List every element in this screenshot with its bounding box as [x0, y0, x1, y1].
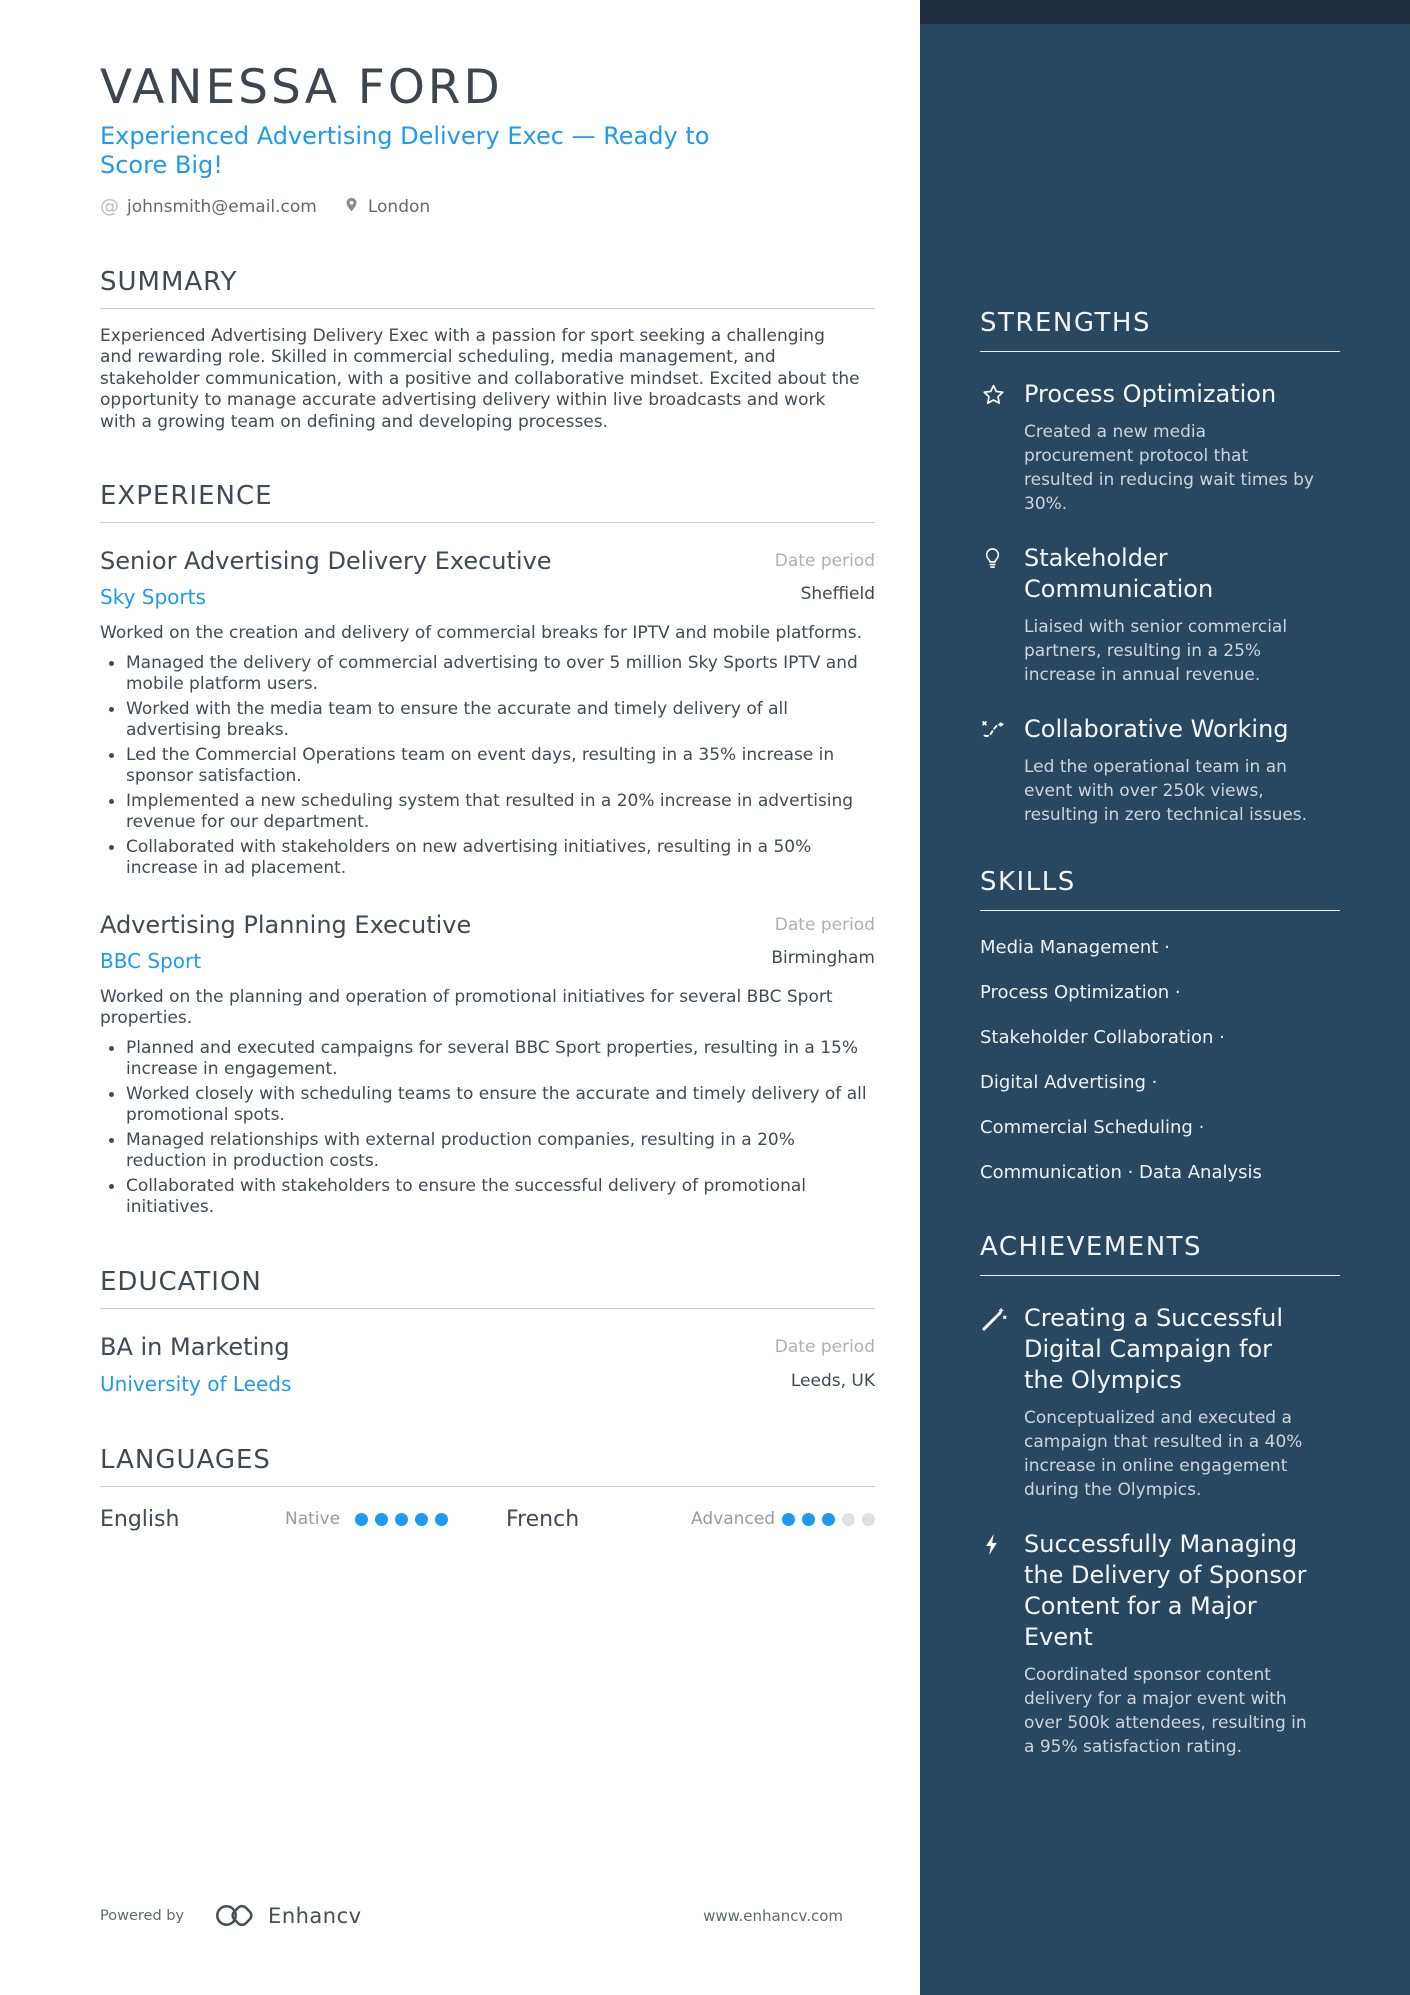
job-bullet-list [100, 653, 870, 880]
skill-item: Process Optimization · [980, 982, 1181, 1003]
sidebar [920, 0, 1410, 1995]
job-company: BBC Sport [100, 948, 202, 973]
job-date: Date period [774, 914, 875, 935]
education-date: Date period [774, 1336, 875, 1357]
job-entry [100, 910, 875, 1219]
strengths-section [980, 308, 1340, 827]
skills-list [980, 937, 1340, 1184]
location-item [343, 195, 430, 219]
achievement-item [980, 1303, 1340, 1502]
magic-wand-icon [980, 1303, 1024, 1502]
skill-item: Communication · Data Analysis [980, 1162, 1262, 1183]
job-entry [100, 546, 875, 880]
email-item [100, 197, 317, 217]
strength-item [980, 543, 1340, 687]
job-location: Birmingham [771, 947, 875, 968]
collaboration-icon [980, 714, 1024, 827]
job-bullet: Worked closely with scheduling teams to ensure the accurate and timely delivery of all promotional spots. [100, 1084, 870, 1127]
job-bullet: Collaborated with stakeholders to ensure the successful delivery of promotional initiatives. [100, 1176, 870, 1219]
job-intro: Worked on the planning and operation of promotional initiatives for several BBC Sport properties. [100, 986, 833, 1029]
achievement-item [980, 1529, 1340, 1759]
job-bullet: Collaborated with stakeholders on new advertising initiatives, resulting in a 50% increase in ad placement. [100, 837, 870, 880]
job-title: Advertising Planning Executive [100, 910, 472, 939]
summary-section [100, 267, 875, 434]
enhancv-logo-icon [214, 1902, 258, 1929]
achievement-text: Coordinated sponsor content delivery for a major event with over 500k attendees, resulting in a 95% satisfaction rating. [1024, 1665, 1307, 1757]
achievement-title: Creating a Successful Digital Campaign for the Olympics [1024, 1304, 1283, 1394]
job-date: Date period [774, 551, 875, 572]
language-rating-dots [775, 1513, 875, 1526]
strength-title: Process Optimization [1024, 380, 1277, 408]
skill-item: Digital Advertising · [980, 1072, 1158, 1093]
school-name: University of Leeds [100, 1371, 292, 1396]
experience-section [100, 481, 875, 1219]
language-level: Native [285, 1509, 341, 1530]
achievements-section [980, 1232, 1340, 1759]
job-bullet: Implemented a new scheduling system that resulted in a 20% increase in advertising revenue for our department. [100, 791, 870, 834]
email-text[interactable]: johnsmith@email.com [127, 196, 317, 217]
skill-item: Media Management · [980, 937, 1170, 958]
education-section [100, 1267, 875, 1397]
education-entry [100, 1332, 875, 1397]
language-rating-dots [348, 1513, 448, 1526]
strengths-heading: STRENGTHS [980, 308, 1340, 352]
language-level: Advanced [691, 1509, 775, 1530]
job-company: Sky Sports [100, 585, 206, 610]
powered-by-label: Powered by [100, 1907, 185, 1924]
achievement-title: Successfully Managing the Delivery of Sponsor Content for a Major Event [1024, 1530, 1307, 1651]
experience-heading: EXPERIENCE [100, 481, 875, 523]
location-text: London [367, 196, 431, 217]
strength-title: Collaborative Working [1024, 715, 1289, 743]
job-bullet-list [100, 1038, 870, 1219]
achievements-heading: ACHIEVEMENTS [980, 1232, 1340, 1276]
enhancv-website-link[interactable]: www.enhancv.com [703, 1906, 843, 1925]
languages-heading: LANGUAGES [100, 1445, 875, 1487]
strength-text: Led the operational team in an event with over 250k views, resulting in zero technical issues. [1024, 757, 1308, 825]
skills-heading: SKILLS [980, 867, 1340, 911]
skill-item: Commercial Scheduling · [980, 1117, 1205, 1138]
star-icon [980, 379, 1024, 516]
education-heading: EDUCATION [100, 1267, 875, 1309]
job-bullet: Managed relationships with external production companies, resulting in a 20% reduction in production costs. [100, 1130, 870, 1173]
email-at-icon: @ [100, 195, 119, 218]
candidate-headline: Experienced Advertising Delivery Exec — Ready to Score Big! [100, 121, 710, 179]
skill-item: Stakeholder Collaboration · [980, 1027, 1225, 1048]
summary-text: Experienced Advertising Delivery Exec with a passion for sport seeking a challenging and rewarding role. Skilled in commercial scheduling, media management, and stakeholder communication, with a positive and collaborative mindset. Excited about the opportunity to manage accurate advertising delivery within live broadcasts and work with a growing team on defining and developing processes. [100, 325, 860, 432]
achievement-text: Conceptualized and executed a campaign that resulted in a 40% increase in online engagement during the Olympics. [1024, 1408, 1303, 1500]
strength-text: Created a new media procurement protocol that resulted in reducing wait times by 30%. [1024, 422, 1314, 514]
strength-title: Stakeholder Communication [1024, 544, 1214, 603]
job-intro: Worked on the creation and delivery of commercial breaks for IPTV and mobile platforms. [100, 623, 862, 644]
resume-header [100, 62, 875, 219]
languages-section [100, 1445, 875, 1532]
location-pin-icon [343, 195, 360, 219]
strength-item [980, 379, 1340, 516]
language-name: English [100, 1506, 180, 1532]
candidate-name: VANESSA FORD [100, 60, 503, 115]
strength-text: Liaised with senior commercial partners, resulting in a 25% increase in annual revenue. [1024, 617, 1288, 685]
skills-section [980, 867, 1340, 1184]
page-footer [100, 1902, 875, 1929]
sidebar-top-strip [920, 0, 1410, 24]
strength-item [980, 714, 1340, 827]
language-item [506, 1507, 875, 1532]
job-bullet: Managed the delivery of commercial advertising to over 5 million Sky Sports IPTV and mobile platform users. [100, 653, 870, 696]
language-item [100, 1507, 448, 1532]
job-bullet: Worked with the media team to ensure the accurate and timely delivery of all advertising breaks. [100, 699, 870, 742]
education-location: Leeds, UK [790, 1370, 875, 1391]
job-location: Sheffield [800, 584, 875, 605]
job-bullet: Planned and executed campaigns for several BBC Sport properties, resulting in a 15% increase in engagement. [100, 1038, 870, 1081]
job-title: Senior Advertising Delivery Executive [100, 547, 552, 576]
language-name: French [506, 1506, 580, 1532]
enhancv-brand-name: Enhancv [268, 1903, 362, 1928]
lightbulb-icon [980, 543, 1024, 687]
languages-row [100, 1507, 875, 1532]
lightning-icon [980, 1529, 1024, 1759]
summary-heading: SUMMARY [100, 267, 875, 309]
degree-title: BA in Marketing [100, 1332, 290, 1361]
contact-row [100, 195, 875, 219]
job-bullet: Led the Commercial Operations team on event days, resulting in a 35% increase in sponsor satisfaction. [100, 745, 870, 788]
